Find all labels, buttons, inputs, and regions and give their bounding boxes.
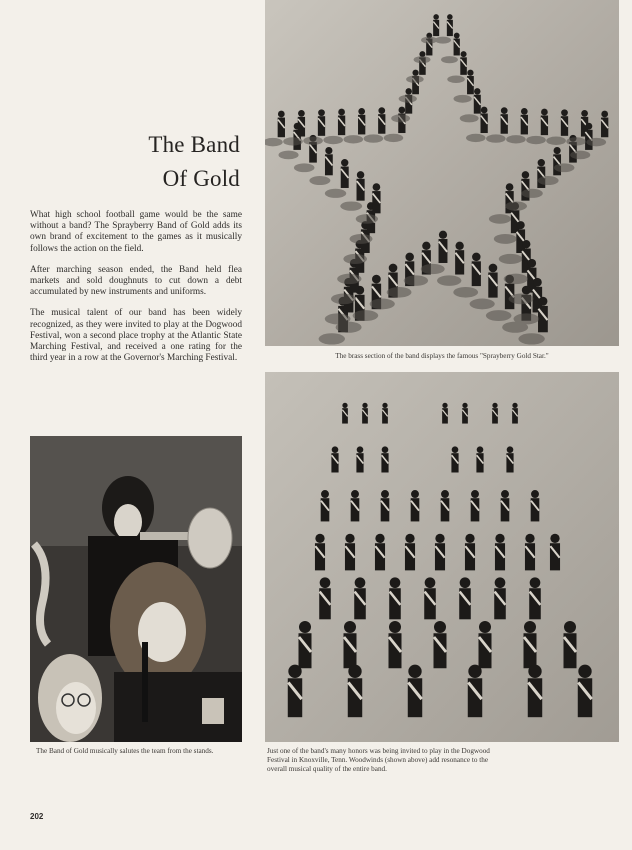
article-body [30,210,242,374]
title-line-2: Of Gold [162,166,240,191]
paragraph-2: After marching season ended, the Band held flea markets and sold doughnuts to cut down a debt accumulated by new instruments and uniforms. [30,264,242,298]
star-photo-caption: The brass section of the band displays the famous "Sprayberry Gold Star." [335,352,549,360]
woodwinds-formation-photo [265,372,619,742]
band-in-stands-photo [30,436,242,742]
article-title [148,128,240,196]
star-formation-photo [265,0,619,346]
page-number: 202 [30,812,44,821]
stands-photo-caption: The Band of Gold musically salutes the team from the stands. [36,747,214,755]
paragraph-1: What high school football game would be the same without a band? The Sprayberry Band of Gold adds its own brand of excitement to the games as it musically follows the action on the field. [30,210,242,254]
woodwinds-photo-caption: Just one of the band's many honors was being invited to play in the Dogwood Festival in Knoxville, Tenn. Woodwinds (shown above) add resonance to the overall musical quality of the entire band. [267,747,490,773]
paragraph-3: The musical talent of our band has been widely recognized, as they were invited to play at the Dogwood Festival, won a second place trophy at the Atlantic State Marching Festival, and received a one rating for the third year in a row at the Governor's Marching Festival. [30,308,242,364]
title-line-1: The Band [148,132,240,157]
